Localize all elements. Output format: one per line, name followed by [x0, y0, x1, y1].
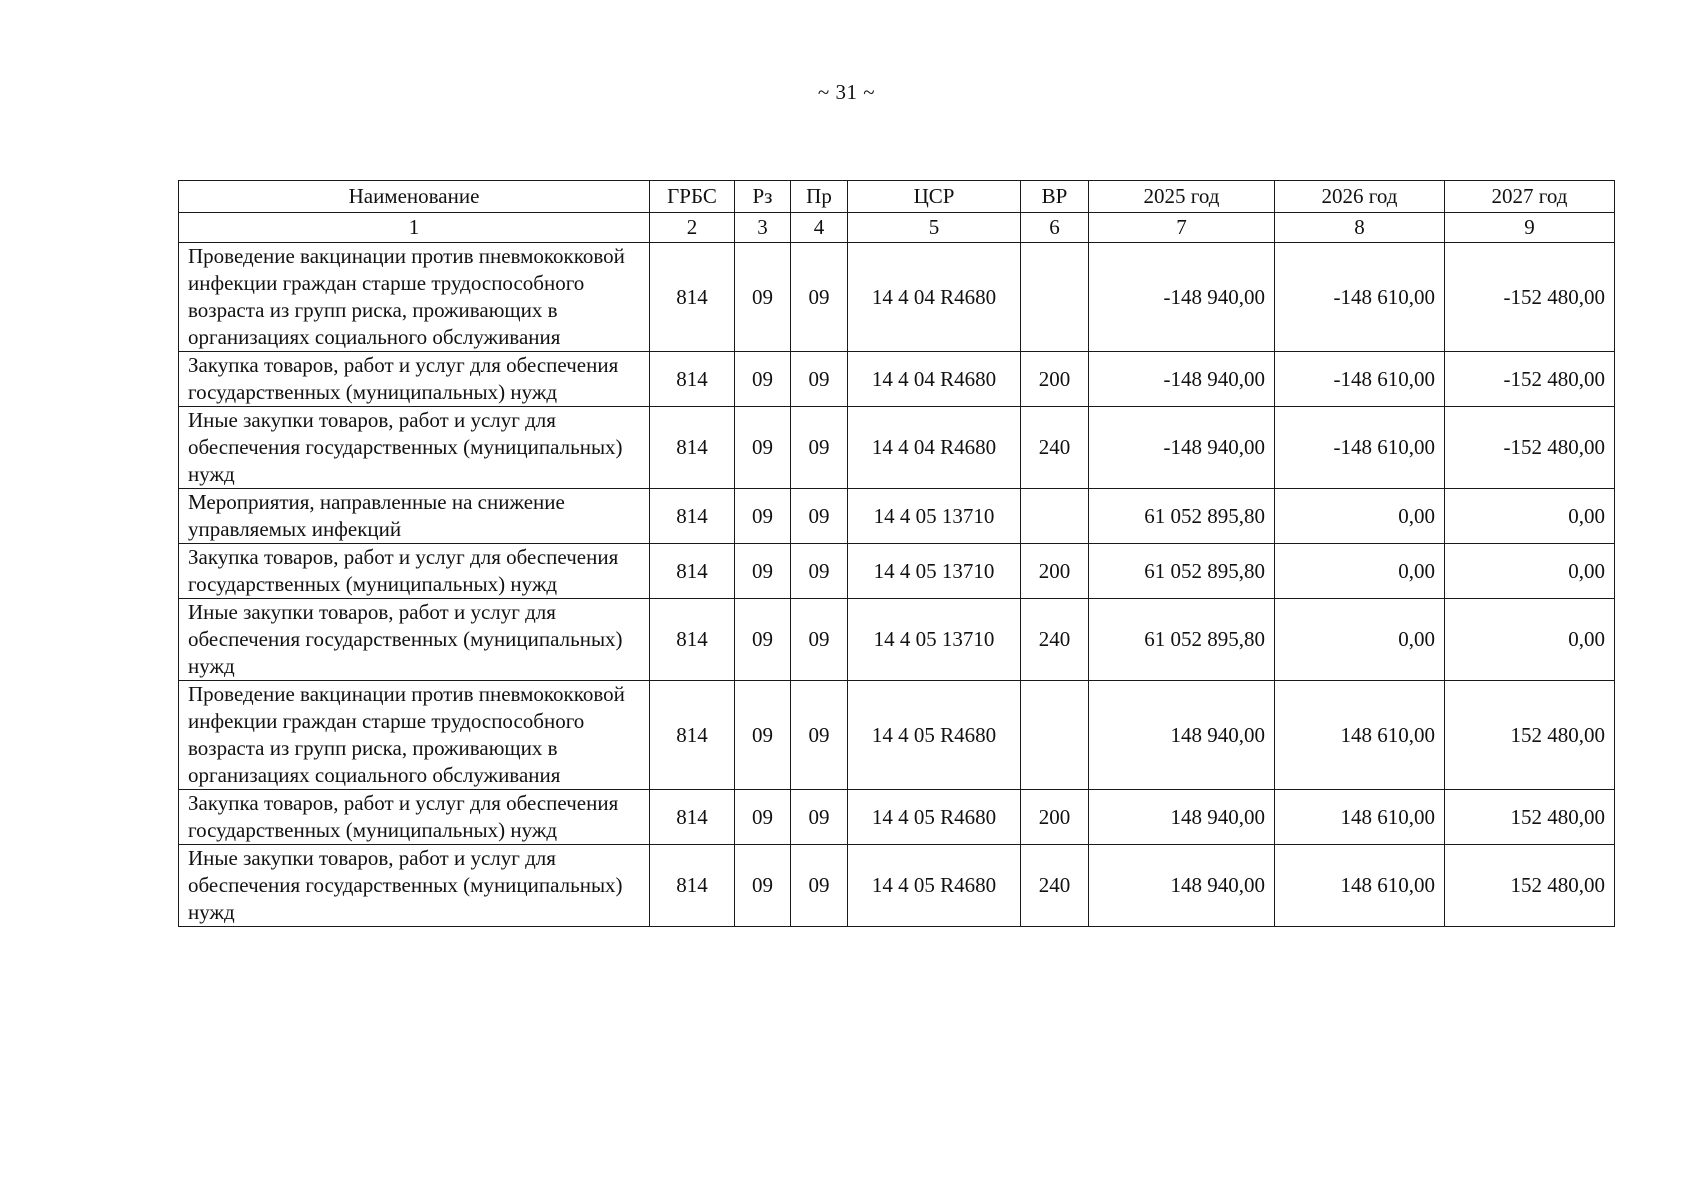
header-grbs: ГРБС [650, 181, 735, 213]
column-number: 3 [735, 213, 791, 243]
cell-csr: 14 4 04 R4680 [848, 352, 1021, 407]
cell-pr: 09 [791, 845, 848, 927]
cell-pr: 09 [791, 544, 848, 599]
cell-csr: 14 4 04 R4680 [848, 243, 1021, 352]
column-number: 7 [1089, 213, 1275, 243]
table-row [179, 352, 1615, 407]
cell-grbs: 814 [650, 489, 735, 544]
cell-grbs: 814 [650, 544, 735, 599]
cell-name: Иные закупки товаров, работ и услуг для обеспечения государственных (муниципальных) нужд [179, 845, 650, 927]
column-number: 9 [1445, 213, 1615, 243]
cell-rz: 09 [735, 681, 791, 790]
cell-name: Иные закупки товаров, работ и услуг для обеспечения государственных (муниципальных) нужд [179, 599, 650, 681]
cell-name: Закупка товаров, работ и услуг для обеспечения государственных (муниципальных) нужд [179, 790, 650, 845]
cell-vr: 200 [1021, 352, 1089, 407]
cell-vr: 240 [1021, 845, 1089, 927]
cell-amount-2025: 61 052 895,80 [1089, 489, 1275, 544]
cell-grbs: 814 [650, 681, 735, 790]
cell-grbs: 814 [650, 352, 735, 407]
table-body [179, 213, 1615, 927]
header-csr: ЦСР [848, 181, 1021, 213]
table-row [179, 407, 1615, 489]
column-number: 8 [1275, 213, 1445, 243]
cell-rz: 09 [735, 599, 791, 681]
header-2026: 2026 год [1275, 181, 1445, 213]
table-row [179, 790, 1615, 845]
cell-amount-2026: -148 610,00 [1275, 407, 1445, 489]
cell-name: Проведение вакцинации против пневмококковой инфекции граждан старше трудоспособного возраста из групп риска, проживающих в организациях социального обслуживания [179, 243, 650, 352]
cell-amount-2025: 148 940,00 [1089, 845, 1275, 927]
cell-rz: 09 [735, 544, 791, 599]
header-pr: Пр [791, 181, 848, 213]
cell-name: Мероприятия, направленные на снижение управляемых инфекций [179, 489, 650, 544]
cell-amount-2026: -148 610,00 [1275, 352, 1445, 407]
cell-amount-2026: -148 610,00 [1275, 243, 1445, 352]
cell-name: Проведение вакцинации против пневмококковой инфекции граждан старше трудоспособного возраста из групп риска, проживающих в организациях социального обслуживания [179, 681, 650, 790]
cell-name: Иные закупки товаров, работ и услуг для обеспечения государственных (муниципальных) нужд [179, 407, 650, 489]
cell-amount-2026: 0,00 [1275, 599, 1445, 681]
table-row [179, 243, 1615, 352]
column-number: 4 [791, 213, 848, 243]
cell-amount-2027: 0,00 [1445, 599, 1615, 681]
table-row [179, 845, 1615, 927]
cell-amount-2025: 61 052 895,80 [1089, 599, 1275, 681]
table-row [179, 544, 1615, 599]
cell-amount-2027: 152 480,00 [1445, 681, 1615, 790]
cell-csr: 14 4 05 13710 [848, 599, 1021, 681]
header-2027: 2027 год [1445, 181, 1615, 213]
cell-vr: 240 [1021, 599, 1089, 681]
cell-amount-2027: 152 480,00 [1445, 845, 1615, 927]
cell-vr: 200 [1021, 544, 1089, 599]
cell-name: Закупка товаров, работ и услуг для обеспечения государственных (муниципальных) нужд [179, 544, 650, 599]
cell-grbs: 814 [650, 243, 735, 352]
column-number: 1 [179, 213, 650, 243]
cell-grbs: 814 [650, 845, 735, 927]
cell-amount-2025: 61 052 895,80 [1089, 544, 1275, 599]
cell-amount-2026: 148 610,00 [1275, 790, 1445, 845]
cell-amount-2025: -148 940,00 [1089, 407, 1275, 489]
cell-rz: 09 [735, 489, 791, 544]
table-row [179, 599, 1615, 681]
column-number: 2 [650, 213, 735, 243]
cell-rz: 09 [735, 407, 791, 489]
header-vr: ВР [1021, 181, 1089, 213]
cell-amount-2027: -152 480,00 [1445, 352, 1615, 407]
cell-name: Закупка товаров, работ и услуг для обеспечения государственных (муниципальных) нужд [179, 352, 650, 407]
cell-grbs: 814 [650, 407, 735, 489]
cell-csr: 14 4 04 R4680 [848, 407, 1021, 489]
cell-amount-2026: 148 610,00 [1275, 845, 1445, 927]
cell-amount-2026: 148 610,00 [1275, 681, 1445, 790]
budget-table [178, 180, 1615, 927]
cell-csr: 14 4 05 R4680 [848, 790, 1021, 845]
cell-pr: 09 [791, 243, 848, 352]
cell-pr: 09 [791, 599, 848, 681]
cell-amount-2027: 0,00 [1445, 544, 1615, 599]
cell-vr [1021, 681, 1089, 790]
table-row [179, 489, 1615, 544]
cell-pr: 09 [791, 790, 848, 845]
cell-amount-2027: 152 480,00 [1445, 790, 1615, 845]
column-number: 6 [1021, 213, 1089, 243]
cell-csr: 14 4 05 R4680 [848, 845, 1021, 927]
cell-amount-2026: 0,00 [1275, 489, 1445, 544]
header-row [179, 181, 1615, 213]
header-2025: 2025 год [1089, 181, 1275, 213]
cell-rz: 09 [735, 790, 791, 845]
cell-amount-2027: 0,00 [1445, 489, 1615, 544]
cell-amount-2027: -152 480,00 [1445, 243, 1615, 352]
cell-rz: 09 [735, 243, 791, 352]
cell-pr: 09 [791, 407, 848, 489]
cell-amount-2026: 0,00 [1275, 544, 1445, 599]
cell-amount-2025: 148 940,00 [1089, 681, 1275, 790]
cell-rz: 09 [735, 352, 791, 407]
cell-amount-2025: -148 940,00 [1089, 352, 1275, 407]
header-rz: Рз [735, 181, 791, 213]
cell-csr: 14 4 05 13710 [848, 544, 1021, 599]
cell-vr [1021, 489, 1089, 544]
table-row [179, 681, 1615, 790]
page-number: ~ 31 ~ [817, 80, 876, 104]
cell-amount-2025: 148 940,00 [1089, 790, 1275, 845]
header-name: Наименование [179, 181, 650, 213]
cell-amount-2027: -152 480,00 [1445, 407, 1615, 489]
cell-csr: 14 4 05 13710 [848, 489, 1021, 544]
cell-pr: 09 [791, 681, 848, 790]
cell-rz: 09 [735, 845, 791, 927]
cell-vr: 200 [1021, 790, 1089, 845]
column-number: 5 [848, 213, 1021, 243]
cell-grbs: 814 [650, 599, 735, 681]
cell-grbs: 814 [650, 790, 735, 845]
cell-amount-2025: -148 940,00 [1089, 243, 1275, 352]
column-numbering-row [179, 213, 1615, 243]
cell-csr: 14 4 05 R4680 [848, 681, 1021, 790]
cell-vr: 240 [1021, 407, 1089, 489]
cell-pr: 09 [791, 352, 848, 407]
cell-vr [1021, 243, 1089, 352]
cell-pr: 09 [791, 489, 848, 544]
